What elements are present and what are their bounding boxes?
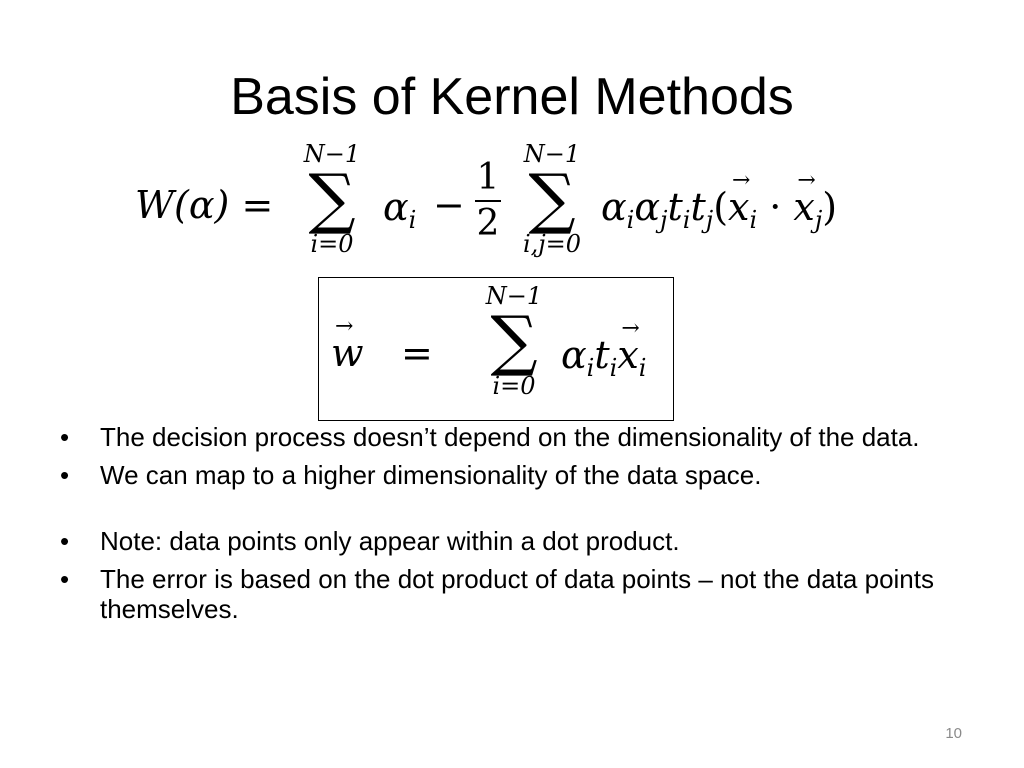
sigma-symbol: ∑ [308, 160, 356, 237]
bullet-item: • The error is based on the dot product of data points – not the data points themselves. [60, 564, 990, 624]
sigma-symbol: ∑ [528, 160, 576, 237]
weight-equation-box [318, 277, 674, 421]
eq1-frac-num: 1 [476, 157, 500, 198]
bullet-item: • Note: data points only appear within a dot product. [60, 526, 990, 556]
eq1-frac-den: 2 [476, 203, 500, 244]
fraction-bar [475, 200, 501, 202]
eq2-sum [469, 284, 559, 398]
bullet-item: • We can map to a higher dimensionality of the data space. [60, 460, 990, 490]
bullet-list [60, 422, 990, 632]
eq1-alpha-sub: i [408, 206, 417, 234]
eq1-sum2-upper: N−1 [523, 140, 581, 168]
eq2-equals: = [401, 331, 433, 375]
eq1-sum1-lower: i=0 [310, 230, 354, 258]
eq1-fraction [475, 158, 501, 244]
eq1-sum1-upper: N−1 [303, 140, 361, 168]
eq1-sum2 [507, 142, 597, 256]
objective-equation [135, 138, 895, 278]
bullet-item: • The decision process doesn’t depend on the dimensionality of the data. [60, 422, 990, 452]
eq2-sum-lower: i=0 [492, 372, 536, 400]
eq1-lhs: W(α) = [135, 183, 274, 227]
eq1-sum1 [287, 142, 377, 256]
eq1-alpha: α [383, 185, 409, 229]
eq2-rhs: $\alpha_it_i\to x_i$ [561, 336, 646, 380]
eq2-lhs [331, 331, 364, 375]
slide-title: Basis of Kernel Methods [230, 68, 794, 126]
eq2-sum-upper: N−1 [485, 282, 543, 310]
eq1-sum2-lower: i,j=0 [522, 230, 582, 258]
eq1-minus: − [433, 183, 465, 227]
eq1-term2: $\alpha_i\alpha_jt_it_j(\to x_i$ · → $x_j$) [601, 188, 837, 232]
weight-equation [319, 278, 675, 422]
sigma-symbol: ∑ [490, 302, 538, 379]
page-number: 10 [945, 725, 962, 742]
w-vector: → w [331, 334, 364, 372]
eq1-term1 [383, 185, 417, 234]
